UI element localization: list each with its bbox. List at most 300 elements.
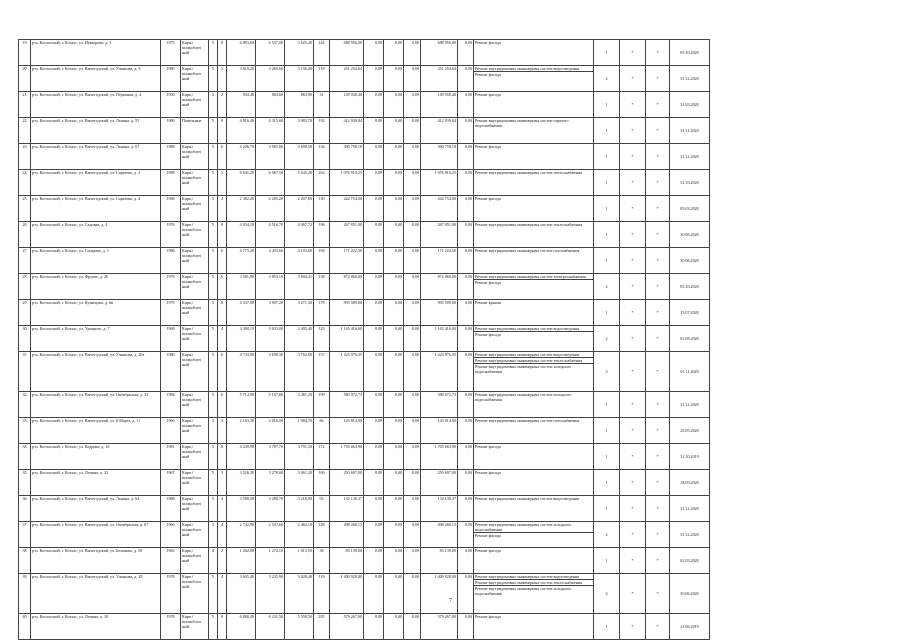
address-cell: р-н. Котласский, г. Котлас, ул. Невзорова, д. 3 <box>31 40 161 66</box>
entrances-cell: 8 <box>218 40 227 66</box>
entrances-cell: 4 <box>218 196 227 222</box>
fund-federal-cell: 0,00 <box>364 614 384 640</box>
floors-cell: 3 <box>209 92 218 118</box>
owned-area-cell: 3 694,41 <box>285 274 314 300</box>
owned-area-cell: 1 984,70 <box>285 418 314 444</box>
mark-b-cell: * <box>646 392 670 418</box>
document-page <box>18 39 710 640</box>
total-area-cell: 1 262,80 <box>227 548 256 574</box>
fund-local-cell: 0,00 <box>404 614 421 640</box>
total-cost-cell: 1 423 976,35 <box>330 352 364 392</box>
living-area-cell: 6 231,50 <box>256 614 285 640</box>
completion-date-cell: 05.10.2020 <box>670 40 710 66</box>
floors-cell: 5 <box>209 392 218 418</box>
fund-local-cell: 0,00 <box>404 352 421 392</box>
residents-cell: 93 <box>314 496 330 522</box>
mark-b-cell: * <box>646 444 670 470</box>
floors-cell: 5 <box>209 274 218 300</box>
fund-other-cell: 0,00 <box>458 418 474 444</box>
fund-regional-cell: 0,00 <box>384 66 404 92</box>
entrances-cell: 2 <box>218 548 227 574</box>
fund-regional-cell: 0,00 <box>384 144 404 170</box>
completion-date-cell: 15.07.2020 <box>670 300 710 326</box>
floors-cell: 5 <box>209 574 218 614</box>
row-number-cell: 32 <box>19 392 31 418</box>
owned-area-cell: 4 481,29 <box>285 392 314 418</box>
year-built-cell: 1978 <box>161 614 181 640</box>
entrances-cell: 6 <box>218 614 227 640</box>
living-area-cell: 3 797,70 <box>256 444 285 470</box>
fund-other-cell: 0,00 <box>458 170 474 196</box>
row-number-cell: 39 <box>19 574 31 614</box>
wall-material-cell: Панельные <box>181 118 209 144</box>
mark-b-cell: * <box>646 574 670 614</box>
wall-material-cell: Кирп./ шлакоблоч ный <box>181 352 209 392</box>
works-cell <box>474 118 594 144</box>
mark-a-cell: * <box>620 144 646 170</box>
fund-other-cell: 0,00 <box>458 248 474 274</box>
owned-area-cell: 3 983,70 <box>285 118 314 144</box>
address-cell: р-н. Котласский, г. Котлас, ул. Вычегодский, ул. Ульянова, д. 5 <box>31 66 161 92</box>
residents-cell: 194 <box>314 248 330 274</box>
mark-a-cell: * <box>620 196 646 222</box>
residents-cell: 31 <box>314 92 330 118</box>
year-built-cell: 1968 <box>161 196 181 222</box>
total-cost-cell: 1 400 928,00 <box>330 574 364 614</box>
works-count-cell: 1 <box>594 300 620 326</box>
total-area-cell: 6 893,60 <box>227 40 256 66</box>
work-type: Ремонт фасада <box>475 332 501 337</box>
living-area-cell: 6 067,50 <box>256 170 285 196</box>
table-row <box>19 418 710 444</box>
floors-cell: 5 <box>209 222 218 248</box>
fund-local-cell: 0,00 <box>404 248 421 274</box>
floors-cell: 4 <box>209 522 218 548</box>
row-number-cell: 33 <box>19 418 31 444</box>
row-number-cell: 30 <box>19 326 31 352</box>
floors-cell: 5 <box>209 496 218 522</box>
completion-date-cell: 05.10.2020 <box>670 274 710 300</box>
year-built-cell: 1984 <box>161 392 181 418</box>
fund-other-cell: 0,00 <box>458 326 474 352</box>
table-row <box>19 66 710 92</box>
address-cell: р-н. Котласский, г. Котлас, ул. Ленина, д. 32 <box>31 470 161 496</box>
fund-regional-cell: 0,00 <box>384 274 404 300</box>
wall-material-cell: Кирп./ шлакоблоч ный <box>181 548 209 574</box>
residents-cell: 130 <box>314 196 330 222</box>
completion-date-cell: 30.06.2020 <box>670 574 710 614</box>
living-area-cell: 1 274,10 <box>256 548 285 574</box>
total-area-cell: 4 337,00 <box>227 300 256 326</box>
owned-area-cell: 3 061,20 <box>285 470 314 496</box>
total-cost-cell: 250 697,00 <box>330 470 364 496</box>
row-number-cell: 40 <box>19 614 31 640</box>
fund-federal-cell: 0,00 <box>364 248 384 274</box>
table-row <box>19 196 710 222</box>
owned-area-cell: 2 495,40 <box>285 326 314 352</box>
total-area-cell: 3 605,40 <box>227 574 256 614</box>
total-cost-cell: 267 851,00 <box>330 222 364 248</box>
fund-local-cell: 0,00 <box>404 300 421 326</box>
mark-a-cell: * <box>620 522 646 548</box>
works-count-cell: 1 <box>594 222 620 248</box>
works-count-cell: 1 <box>594 118 620 144</box>
wall-material-cell: Кирп./ шлакоблоч ный <box>181 392 209 418</box>
entrances-cell: 6 <box>218 392 227 418</box>
fund-owners-cell: 83 139,00 <box>421 548 458 574</box>
table-row <box>19 522 710 548</box>
total-cost-cell: 872 060,00 <box>330 274 364 300</box>
wall-material-cell: Кирп./ шлакоблоч ный <box>181 522 209 548</box>
residents-cell: 138 <box>314 274 330 300</box>
total-area-cell: 934,40 <box>227 92 256 118</box>
address-cell: р-н. Котласский, г. Котлас, ул. Кузнецова, д. 6в <box>31 300 161 326</box>
fund-federal-cell: 0,00 <box>364 574 384 614</box>
mark-b-cell: * <box>646 548 670 574</box>
fund-local-cell: 0,00 <box>404 496 421 522</box>
works-cell <box>474 300 594 326</box>
wall-material-cell: Кирп./ шлакоблоч ный <box>181 66 209 92</box>
fund-other-cell: 0,00 <box>458 66 474 92</box>
works-cell <box>474 170 594 196</box>
fund-federal-cell: 0,00 <box>364 144 384 170</box>
works-count-cell: 3 <box>594 574 620 614</box>
mark-a-cell: * <box>620 118 646 144</box>
mark-a-cell: * <box>620 574 646 614</box>
owned-area-cell: 3 156,49 <box>285 66 314 92</box>
owned-area-cell: 3 219,90 <box>285 496 314 522</box>
fund-regional-cell: 0,00 <box>384 196 404 222</box>
fund-federal-cell: 0,00 <box>364 522 384 548</box>
table-row <box>19 144 710 170</box>
work-type: Ремонт фасада <box>475 470 501 475</box>
table-row <box>19 40 710 66</box>
row-number-cell: 26 <box>19 222 31 248</box>
total-cost-cell: 251 254,64 <box>330 66 364 92</box>
year-built-cell: 1986 <box>161 248 181 274</box>
completion-date-cell: 31.05.2020 <box>670 92 710 118</box>
address-cell: р-н. Котласский, г. Котлас, ул. Вычегодский, ул. Ленина, д. 55 <box>31 118 161 144</box>
works-count-cell: 1 <box>594 248 620 274</box>
fund-other-cell: 0,00 <box>458 470 474 496</box>
row-number-cell: 27 <box>19 248 31 274</box>
residents-cell: 84 <box>314 418 330 444</box>
row-number-cell: 22 <box>19 118 31 144</box>
work-type: Ремонт внутридомовых инженерных систем водоотведения <box>475 496 580 501</box>
works-cell <box>474 470 594 496</box>
fund-federal-cell: 0,00 <box>364 444 384 470</box>
address-cell: р-н. Котласский, г. Котлас, ул. Вычегодский, ул. Ленина, д. 64 <box>31 496 161 522</box>
work-type: Ремонт фасада <box>475 444 501 449</box>
works-cell <box>474 248 594 274</box>
work-type: Ремонт внутридомовых инженерных систем газоснабжения <box>475 418 580 423</box>
fund-regional-cell: 0,00 <box>384 118 404 144</box>
fund-local-cell: 0,00 <box>404 40 421 66</box>
total-cost-cell: 1 165 416,00 <box>330 326 364 352</box>
fund-local-cell: 0,00 <box>404 222 421 248</box>
total-cost-cell: 143 814,90 <box>330 418 364 444</box>
year-built-cell: 1976 <box>161 222 181 248</box>
fund-other-cell: 0,00 <box>458 496 474 522</box>
mark-a-cell: * <box>620 444 646 470</box>
total-cost-cell: 132 130,37 <box>330 496 364 522</box>
fund-local-cell: 0,00 <box>404 392 421 418</box>
completion-date-cell: 31.12.2020 <box>670 496 710 522</box>
fund-regional-cell: 0,00 <box>384 392 404 418</box>
table-row <box>19 300 710 326</box>
wall-material-cell: Кирп./ шлакоблоч ный <box>181 326 209 352</box>
address-cell: р-н. Котласский, г. Котлас, ул. Вычегодский, ул. Октябрьская, д. 33 <box>31 392 161 418</box>
entrances-cell: 6 <box>218 444 227 470</box>
total-cost-cell: 83 139,00 <box>330 548 364 574</box>
wall-material-cell: Кирп./ шлакоблоч ный <box>181 144 209 170</box>
residents-cell: 136 <box>314 144 330 170</box>
works-cell <box>474 144 594 170</box>
table-row <box>19 170 710 196</box>
total-area-cell: 3 581,80 <box>227 274 256 300</box>
owned-area-cell: 2 462,10 <box>285 522 314 548</box>
entrances-cell: 5 <box>218 66 227 92</box>
total-area-cell: 3 598,30 <box>227 496 256 522</box>
fund-federal-cell: 0,00 <box>364 496 384 522</box>
wall-material-cell: Кирп./ шлакоблоч ный <box>181 418 209 444</box>
row-number-cell: 20 <box>19 66 31 92</box>
fund-owners-cell: 1 165 416,00 <box>421 326 458 352</box>
year-built-cell: 1988 <box>161 144 181 170</box>
owned-area-cell: 863,90 <box>285 92 314 118</box>
mark-a-cell: * <box>620 222 646 248</box>
work-type: Ремонт внутридомовых инженерных систем водоотведения <box>474 574 593 580</box>
wall-material-cell: Кирп./ шлакоблоч ный <box>181 574 209 614</box>
year-built-cell: 1979 <box>161 300 181 326</box>
work-type: Ремонт фасада <box>475 533 501 538</box>
fund-federal-cell: 0,00 <box>364 118 384 144</box>
fund-other-cell: 0,00 <box>458 614 474 640</box>
entrances-cell: 6 <box>218 248 227 274</box>
living-area-cell: 2 547,60 <box>256 522 285 548</box>
table-row <box>19 118 710 144</box>
entrances-cell: 3 <box>218 470 227 496</box>
mark-b-cell: * <box>646 66 670 92</box>
residents-cell: 160 <box>314 470 330 496</box>
completion-date-cell: 31.10.2019 <box>670 444 710 470</box>
floors-cell: 5 <box>209 40 218 66</box>
fund-owners-cell: 872 060,00 <box>421 274 458 300</box>
works-cell <box>474 392 594 418</box>
year-built-cell: 1980 <box>161 352 181 392</box>
floors-cell: 5 <box>209 444 218 470</box>
works-cell <box>474 66 594 92</box>
fund-local-cell: 0,00 <box>404 574 421 614</box>
wall-material-cell: Кирп./ шлакоблоч ный <box>181 300 209 326</box>
address-cell: р-н. Котласский, г. Котлас, ул. Вычегодский, ул. Беликова, д. 58 <box>31 548 161 574</box>
total-cost-cell: 242 754,00 <box>330 196 364 222</box>
mark-a-cell: * <box>620 470 646 496</box>
owned-area-cell: 3 791,50 <box>285 444 314 470</box>
completion-date-cell: 31.12.2020 <box>670 522 710 548</box>
fund-other-cell: 0,00 <box>458 300 474 326</box>
fund-regional-cell: 0,00 <box>384 248 404 274</box>
total-area-cell: 4 816,40 <box>227 118 256 144</box>
fund-other-cell: 0,00 <box>458 118 474 144</box>
mark-b-cell: * <box>646 170 670 196</box>
table-row <box>19 248 710 274</box>
living-area-cell: 3 280,70 <box>256 496 285 522</box>
fund-federal-cell: 0,00 <box>364 352 384 392</box>
year-built-cell: 1980 <box>161 118 181 144</box>
entrances-cell: 4 <box>218 496 227 522</box>
works-cell <box>474 274 594 300</box>
wall-material-cell: Кирп./ шлакоблоч ный <box>181 92 209 118</box>
floors-cell: 5 <box>209 118 218 144</box>
year-built-cell: 1978 <box>161 274 181 300</box>
mark-a-cell: * <box>620 170 646 196</box>
fund-other-cell: 0,00 <box>458 522 474 548</box>
wall-material-cell: Кирп./ шлакоблоч ный <box>181 170 209 196</box>
mark-a-cell: * <box>620 326 646 352</box>
owned-area-cell: 3 625,20 <box>285 40 314 66</box>
residents-cell: 118 <box>314 574 330 614</box>
year-built-cell: 1975 <box>161 40 181 66</box>
fund-local-cell: 0,00 <box>404 548 421 574</box>
floors-cell: 4 <box>209 548 218 574</box>
table-row <box>19 444 710 470</box>
fund-local-cell: 0,00 <box>404 470 421 496</box>
address-cell: р-н. Котласский, г. Котлас, ул. Вычегодский, ул. Ульянова, д. 20а <box>31 352 161 392</box>
work-type: Ремонт фасада <box>475 72 501 77</box>
wall-material-cell: Кирп./ шлакоблоч ный <box>181 40 209 66</box>
fund-other-cell: 0,00 <box>458 40 474 66</box>
works-count-cell: 1 <box>594 614 620 640</box>
residents-cell: 125 <box>314 326 330 352</box>
address-cell: р-н. Котласский, г. Котлас, ул. Вычегодский, ул. Саратова, д. 3 <box>31 170 161 196</box>
total-cost-cell: 390 758,18 <box>330 144 364 170</box>
year-built-cell: 1966 <box>161 522 181 548</box>
work-type: Ремонт фасада <box>475 280 501 285</box>
row-number-cell: 25 <box>19 196 31 222</box>
owned-area-cell: 2 207,80 <box>285 196 314 222</box>
fund-other-cell: 0,00 <box>458 392 474 418</box>
work-type: Ремонт внутридомовых инженерных систем водоотведения <box>474 66 593 72</box>
year-built-cell: 1968 <box>161 496 181 522</box>
total-cost-cell: 171 222,50 <box>330 248 364 274</box>
fund-owners-cell: 143 814,90 <box>421 418 458 444</box>
completion-date-cell: 31.12.2020 <box>670 144 710 170</box>
fund-owners-cell: 251 254,64 <box>421 66 458 92</box>
work-type: Ремонт фасада <box>475 614 501 619</box>
work-type: Ремонт фасада <box>475 196 501 201</box>
residents-cell: 199 <box>314 392 330 418</box>
works-count-cell: 1 <box>594 470 620 496</box>
mark-b-cell: * <box>646 144 670 170</box>
entrances-cell: 6 <box>218 274 227 300</box>
works-count-cell: 2 <box>594 326 620 352</box>
row-number-cell: 38 <box>19 548 31 574</box>
living-area-cell: 3 853,19 <box>256 274 285 300</box>
works-count-cell: 1 <box>594 170 620 196</box>
table-row <box>19 222 710 248</box>
wall-material-cell: Кирп./ шлакоблоч ный <box>181 248 209 274</box>
total-area-cell: 4 206,70 <box>227 144 256 170</box>
table-row <box>19 274 710 300</box>
row-number-cell: 19 <box>19 40 31 66</box>
mark-b-cell: * <box>646 522 670 548</box>
residents-cell: 128 <box>314 522 330 548</box>
fund-other-cell: 0,00 <box>458 444 474 470</box>
fund-regional-cell: 0,00 <box>384 352 404 392</box>
year-built-cell: 1968 <box>161 326 181 352</box>
fund-owners-cell: 1 076 910,25 <box>421 170 458 196</box>
completion-date-cell: 30.06.2020 <box>670 248 710 274</box>
total-area-cell: 6 880,40 <box>227 614 256 640</box>
mark-a-cell: * <box>620 300 646 326</box>
living-area-cell: 3 235,90 <box>256 574 285 614</box>
owned-area-cell: 4 103,60 <box>285 248 314 274</box>
table-row <box>19 614 710 640</box>
residents-cell: 244 <box>314 40 330 66</box>
fund-federal-cell: 0,00 <box>364 222 384 248</box>
year-built-cell: 1978 <box>161 574 181 614</box>
fund-regional-cell: 0,00 <box>384 470 404 496</box>
address-cell: р-н. Котласский, г. Котлас, ул. Вычегодский, ул. Октябрьская, д. 67 <box>31 522 161 548</box>
residents-cell: 118 <box>314 66 330 92</box>
mark-b-cell: * <box>646 300 670 326</box>
works-cell <box>474 196 594 222</box>
fund-owners-cell: 580 072,73 <box>421 392 458 418</box>
fund-regional-cell: 0,00 <box>384 614 404 640</box>
fund-owners-cell: 390 758,18 <box>421 144 458 170</box>
works-cell <box>474 614 594 640</box>
total-cost-cell: 149 058,40 <box>330 92 364 118</box>
fund-owners-cell: 498 260,13 <box>421 522 458 548</box>
fund-owners-cell: 149 058,40 <box>421 92 458 118</box>
fund-federal-cell: 0,00 <box>364 326 384 352</box>
living-area-cell: 5 137,80 <box>256 392 285 418</box>
fund-local-cell: 0,00 <box>404 66 421 92</box>
row-number-cell: 28 <box>19 274 31 300</box>
year-built-cell: 1988 <box>161 170 181 196</box>
works-cell <box>474 92 594 118</box>
total-area-cell: 4 249,90 <box>227 444 256 470</box>
fund-federal-cell: 0,00 <box>364 418 384 444</box>
total-area-cell: 4 733,80 <box>227 352 256 392</box>
owned-area-cell: 3 762,80 <box>285 352 314 392</box>
works-count-cell: 2 <box>594 522 620 548</box>
works-count-cell: 1 <box>594 196 620 222</box>
mark-b-cell: * <box>646 118 670 144</box>
year-built-cell: 1981 <box>161 444 181 470</box>
mark-b-cell: * <box>646 614 670 640</box>
address-cell: р-н. Котласский, г. Котлас, ул. Гагарина, д. 1 <box>31 248 161 274</box>
floors-cell: 5 <box>209 66 218 92</box>
fund-local-cell: 0,00 <box>404 144 421 170</box>
mark-b-cell: * <box>646 326 670 352</box>
total-area-cell: 3 390,10 <box>227 326 256 352</box>
owned-area-cell: 5 558,50 <box>285 614 314 640</box>
works-count-cell: 3 <box>594 352 620 392</box>
residents-cell: 285 <box>314 614 330 640</box>
living-area-cell: 3 907,20 <box>256 300 285 326</box>
fund-other-cell: 0,00 <box>458 92 474 118</box>
row-number-cell: 31 <box>19 352 31 392</box>
living-area-cell: 3 278,60 <box>256 470 285 496</box>
year-built-cell: 1963 <box>161 548 181 574</box>
completion-date-cell: 01.08.2020 <box>670 326 710 352</box>
fund-owners-cell: 132 130,37 <box>421 496 458 522</box>
owned-area-cell: 4 067,72 <box>285 222 314 248</box>
fund-local-cell: 0,00 <box>404 170 421 196</box>
owned-area-cell: 1 013,50 <box>285 548 314 574</box>
